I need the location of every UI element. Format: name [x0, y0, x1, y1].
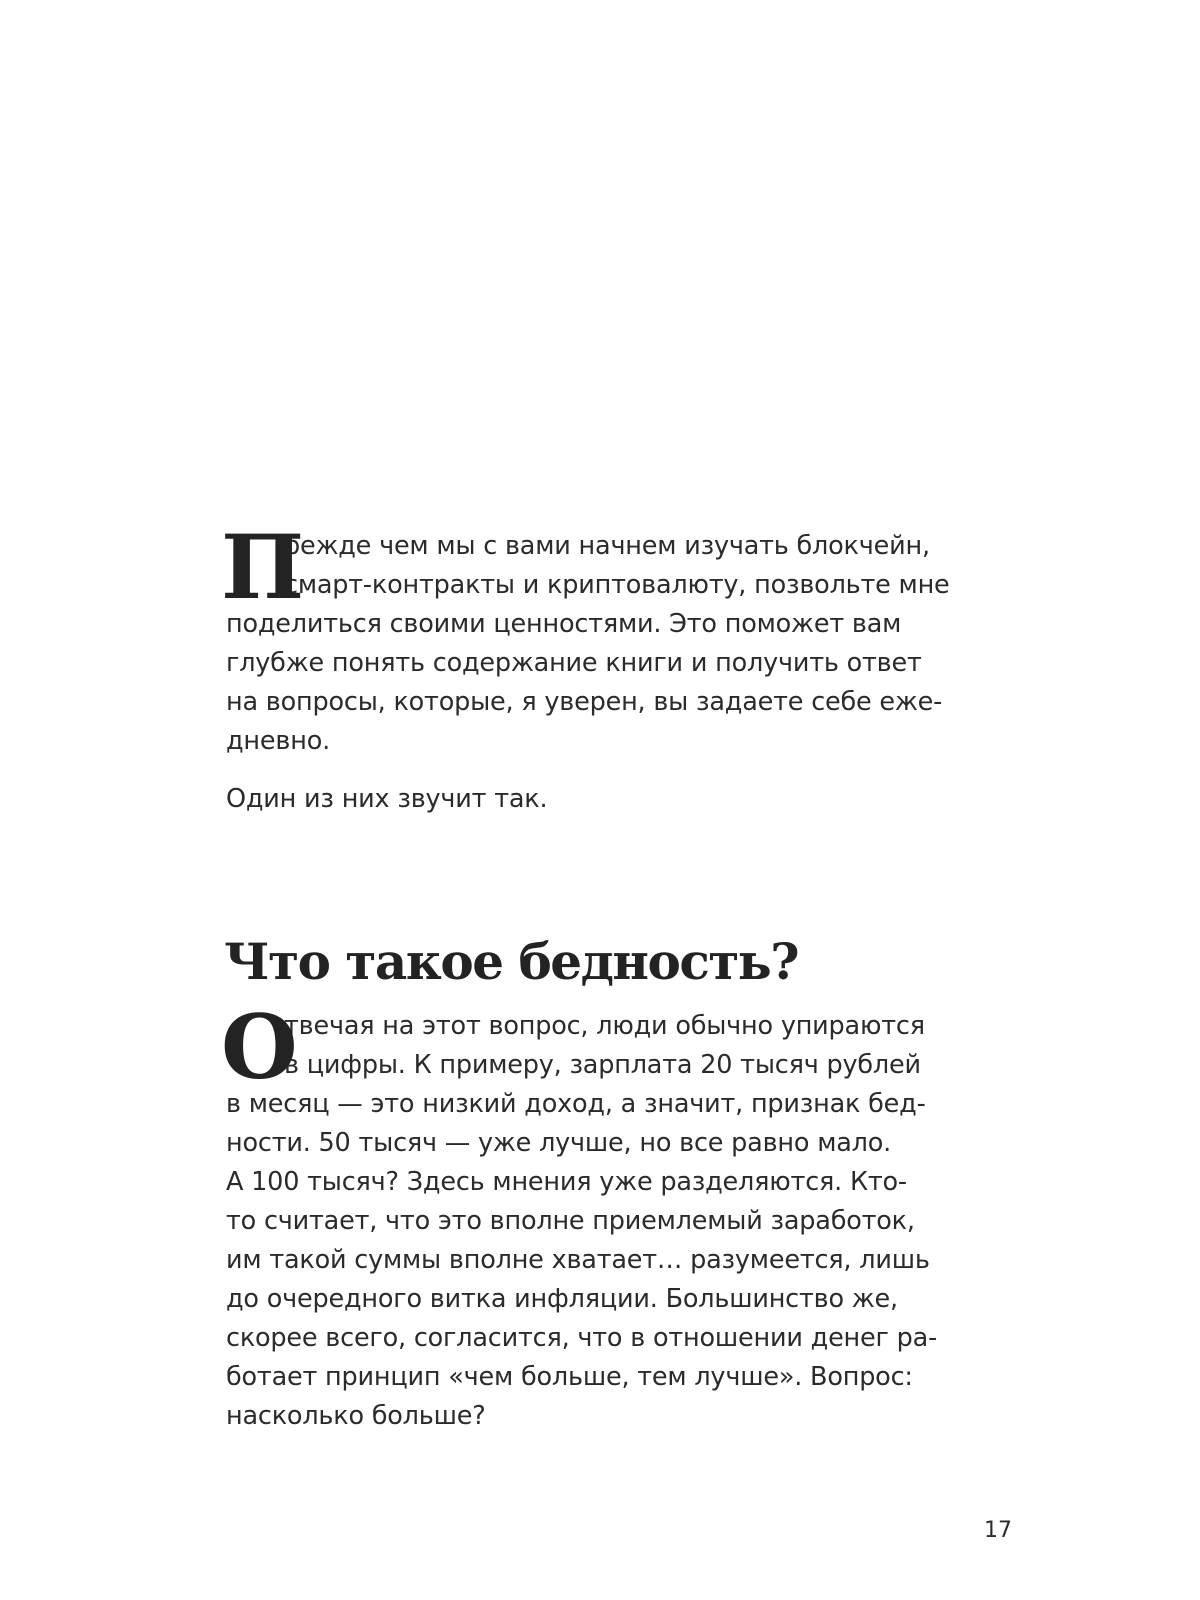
section-line: скорее всего, согласится, что в отношении денег ра- — [226, 1323, 938, 1353]
section-drop-cap: О — [221, 995, 298, 1099]
section-line: в цифры. К примеру, зарплата 20 тысяч рублей — [284, 1050, 921, 1080]
intro-section — [221, 515, 951, 819]
section-line: ности. 50 тысяч — уже лучше, но все равно мало. — [226, 1128, 892, 1158]
section-line: до очередного витка инфляции. Большинство же, — [226, 1284, 898, 1314]
intro-paragraph — [221, 515, 951, 761]
intro-line: режде чем мы с вами начнем изучать блокчейн, — [284, 531, 930, 561]
section-line: насколько больше? — [226, 1401, 486, 1431]
section-body — [221, 995, 951, 1436]
section-heading: Что такое бедность? — [224, 932, 799, 991]
intro-line: глубже понять содержание книги и получить ответ — [226, 648, 922, 678]
page-number: 17 — [984, 1518, 1012, 1543]
section-line: в месяц — это низкий доход, а значит, признак бед- — [226, 1089, 926, 1119]
intro-second-paragraph — [226, 780, 951, 819]
section-paragraph — [221, 995, 951, 1436]
intro-second-line: Один из них звучит так. — [226, 784, 548, 814]
intro-line: дневно. — [226, 726, 330, 756]
intro-line: смарт-контракты и криптовалюту, позвольте мне — [284, 570, 950, 600]
section-line: ботает принцип «чем больше, тем лучше». Вопрос: — [226, 1362, 913, 1392]
section-line: А 100 тысяч? Здесь мнения уже разделяются. Кто- — [226, 1167, 907, 1197]
intro-drop-cap: П — [221, 515, 304, 619]
section-line: твечая на этот вопрос, люди обычно упираются — [284, 1011, 925, 1041]
section-line: то считает, что это вполне приемлемый заработок, — [226, 1206, 915, 1236]
intro-line: на вопросы, которые, я уверен, вы задаете себе еже- — [226, 687, 943, 717]
section-line: им такой суммы вполне хватает… разумеется, лишь — [226, 1245, 930, 1275]
intro-line: поделиться своими ценностями. Это поможет вам — [226, 609, 902, 639]
